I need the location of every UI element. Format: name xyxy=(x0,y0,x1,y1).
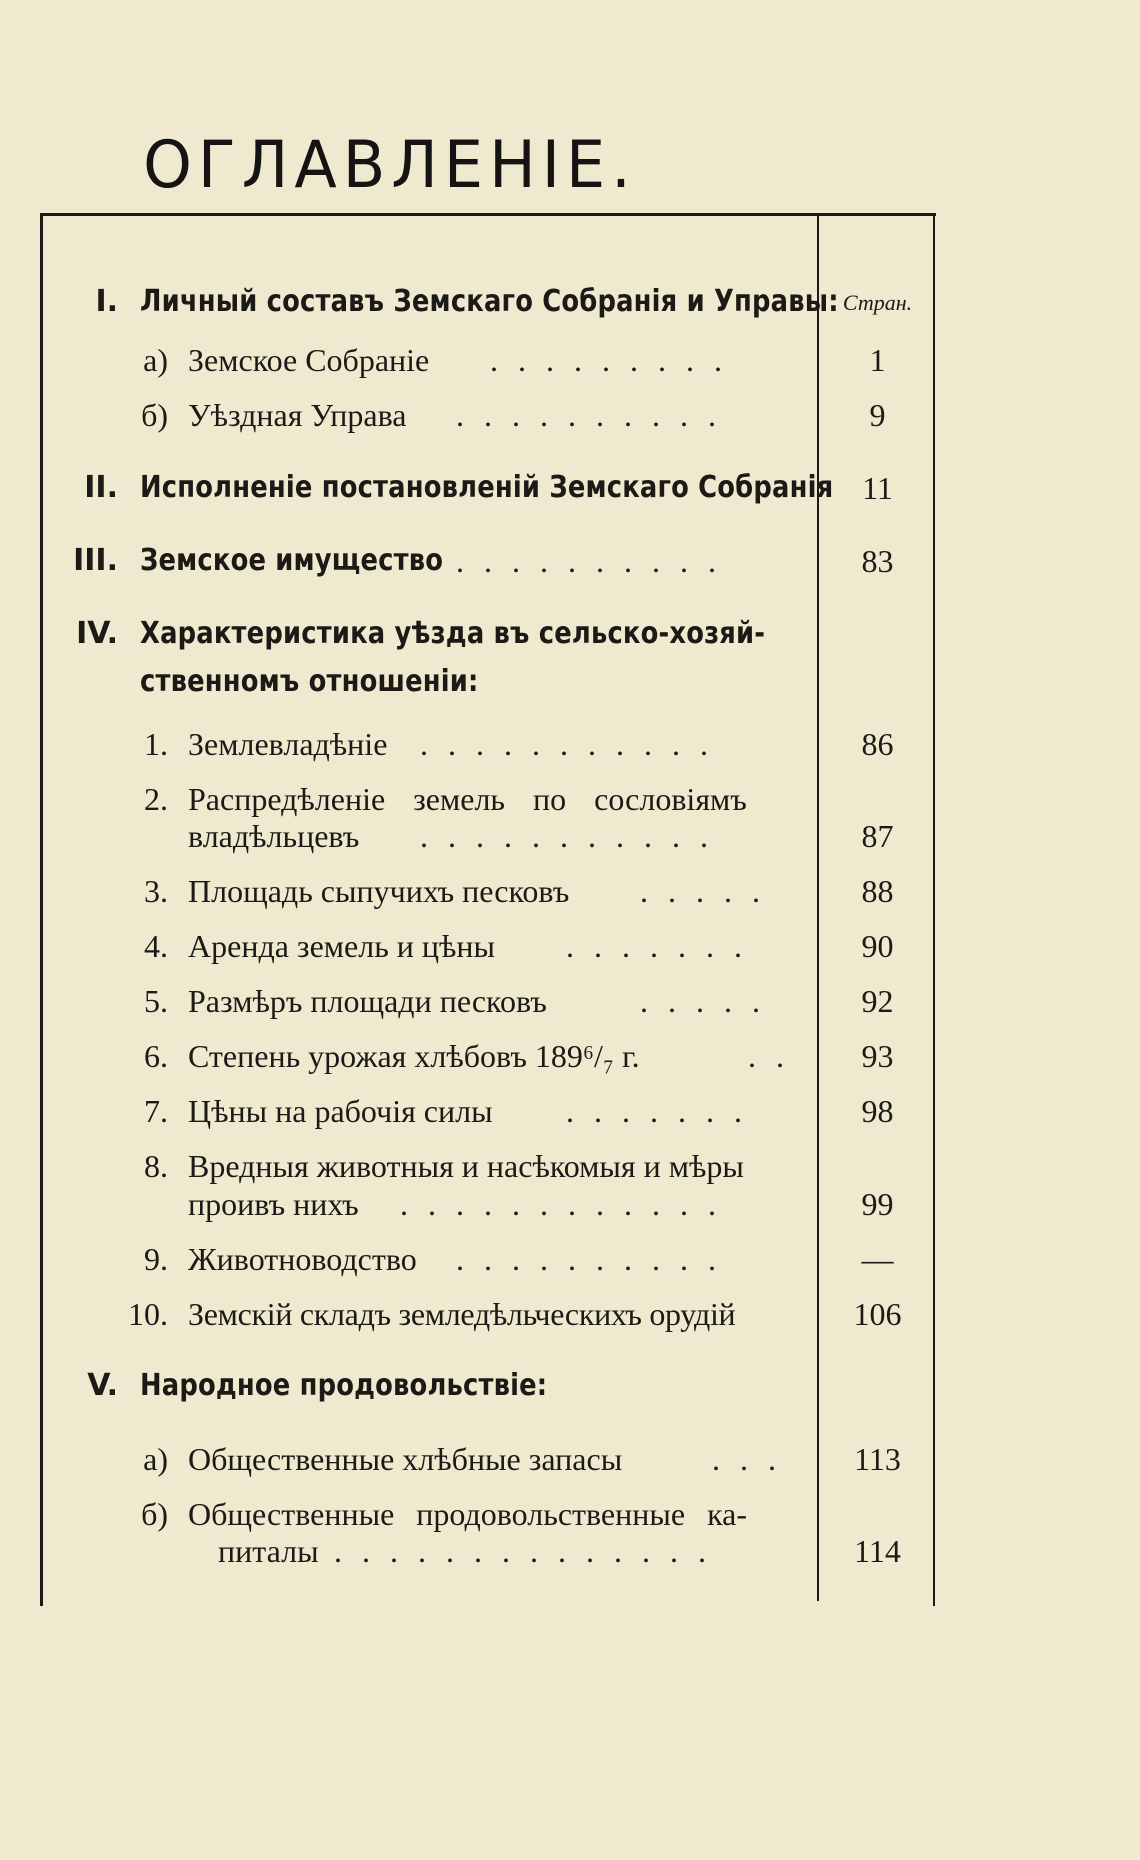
item-page: 88 xyxy=(861,873,894,909)
item-text: Общественные хлѣбные запасы xyxy=(188,1441,623,1477)
item-number: 7. xyxy=(144,1093,168,1129)
item-number: 4. xyxy=(144,928,168,964)
leader-dots: . . . . . xyxy=(640,873,766,909)
leader-dots: . . . . . . . . . . . xyxy=(420,726,714,762)
item-page: 9 xyxy=(869,397,886,433)
item-number: 6. xyxy=(144,1038,168,1074)
section-title: Личный составъ Земскаго Собранія и Управы: xyxy=(140,284,839,319)
item-text: Цѣны на рабочія силы xyxy=(188,1093,493,1129)
page-title: ОГЛАВЛЕНІЕ. xyxy=(143,126,637,203)
item-text-line2: проивъ нихъ xyxy=(188,1186,359,1222)
item-text-line1: Вредныя животныя и насѣкомыя и мѣры xyxy=(188,1148,744,1184)
item-number: 1. xyxy=(144,726,168,762)
item-text: Площадь сыпучихъ песковъ xyxy=(188,873,570,909)
item-text: Земскій складъ земледѣльческихъ орудій xyxy=(188,1296,736,1332)
leader-dots: . . . . . . . xyxy=(566,928,748,964)
item-number: 5. xyxy=(144,983,168,1019)
item-number: а) xyxy=(143,342,168,378)
item-text: Землевладѣніе xyxy=(188,726,388,762)
leader-dots: . . . . . . . . . xyxy=(490,342,728,378)
item-text: Животноводство xyxy=(188,1241,417,1277)
left-border xyxy=(40,216,43,1606)
item-page: 93 xyxy=(861,1038,894,1074)
leader-dots: . . . . . . . . . . xyxy=(456,1241,722,1277)
item-page: 113 xyxy=(854,1441,901,1477)
leader-dots: . . . . . . . . . . . xyxy=(420,818,714,854)
section-number: IV. xyxy=(76,616,118,651)
item-text: Размѣръ площади песковъ xyxy=(188,983,547,1019)
item-number: б) xyxy=(141,1496,168,1532)
section-title: Земское имущество xyxy=(140,543,444,578)
leader-dots: . . . . . . . xyxy=(566,1093,748,1129)
item-text: Степень урожая хлѣбовъ 189⁶/₇ г. xyxy=(188,1038,640,1074)
page-column-separator xyxy=(817,216,819,1601)
section-title-line2: ственномъ отношеніи: xyxy=(140,664,479,699)
item-page: 99 xyxy=(861,1186,894,1222)
leader-dots: . . . . . . . . . . xyxy=(456,397,722,433)
item-text-line2: владѣльцевъ xyxy=(188,818,360,854)
section-title-line1: Характеристика уѣзда въ сельско-хозяй- xyxy=(140,616,766,651)
item-text: Земское Собраніе xyxy=(188,342,430,378)
item-number: 3. xyxy=(144,873,168,909)
section-title: Народное продовольствіе: xyxy=(140,1368,548,1403)
section-number: I. xyxy=(95,284,118,319)
section-number: II. xyxy=(84,470,118,505)
section-page: 11 xyxy=(862,470,893,506)
item-page: 98 xyxy=(861,1093,894,1129)
item-number: 10. xyxy=(128,1296,168,1332)
item-number: а) xyxy=(143,1441,168,1477)
item-text-line1: Распредѣленіе земель по сословіямъ xyxy=(188,781,747,817)
item-page: 92 xyxy=(861,983,894,1019)
item-page: — xyxy=(861,1241,894,1277)
leader-dots: . . . xyxy=(712,1441,782,1477)
item-page: 90 xyxy=(861,928,894,964)
leader-dots: . . . . . . . . . . . . . . xyxy=(334,1533,712,1569)
item-text-line2: питалы xyxy=(218,1533,319,1569)
item-number: 8. xyxy=(144,1148,168,1184)
item-number: б) xyxy=(141,397,168,433)
item-text: Уѣздная Управа xyxy=(188,397,407,433)
leader-dots: . . . . . . . . . . . . xyxy=(400,1186,722,1222)
item-number: 9. xyxy=(144,1241,168,1277)
section-page: 83 xyxy=(861,543,894,579)
section-number: V. xyxy=(87,1368,118,1403)
item-page: 1 xyxy=(869,342,886,378)
leader-dots: . . . . . . . . . . xyxy=(456,543,722,579)
page-column-header: Стран. xyxy=(842,290,913,315)
leader-dots: . . . . . xyxy=(640,983,766,1019)
section-title: Исполненіе постановленій Земскаго Собранія xyxy=(140,470,834,505)
section-number: III. xyxy=(73,543,118,578)
leader-dots: . . xyxy=(748,1038,790,1074)
item-text-line1: Общественные продовольственные ка- xyxy=(188,1496,747,1532)
item-number: 2. xyxy=(144,781,168,817)
item-page: 106 xyxy=(853,1296,902,1332)
item-page: 114 xyxy=(854,1533,901,1569)
item-page: 87 xyxy=(861,818,894,854)
item-text: Аренда земель и цѣны xyxy=(188,928,496,964)
item-page: 86 xyxy=(861,726,894,762)
